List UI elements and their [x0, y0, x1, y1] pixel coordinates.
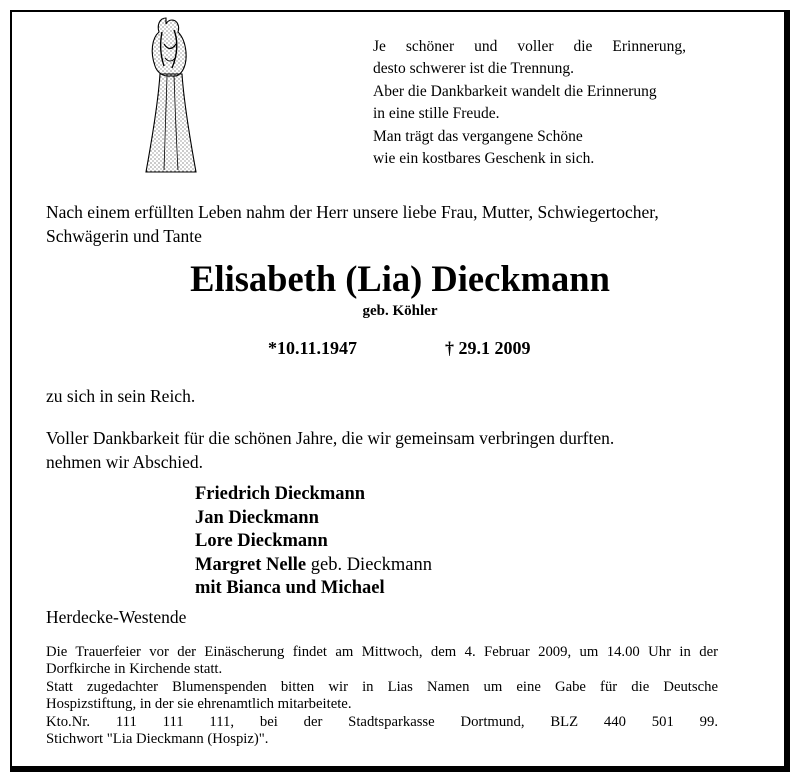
- intro-line: Schwägerin und Tante: [46, 226, 202, 246]
- poem-line: Man trägt das vergangene Schöne: [373, 127, 583, 145]
- family-member: mit Bianca und Michael: [195, 578, 385, 599]
- reich-text: zu sich in sein Reich.: [46, 386, 196, 406]
- notice-line: Hospizstiftung, in der sie ehrenamtlich mitarbeitete.: [46, 696, 352, 713]
- poem-line: wie ein kostbares Geschenk in sich.: [373, 150, 595, 168]
- poem-line: Aber die Dankbarkeit wandelt die Erinnerung: [373, 82, 657, 100]
- thanks-line: Voller Dankbarkeit für die schönen Jahre, die wir gemeinsam verbringen durften.: [46, 428, 615, 448]
- poem-line: desto schwerer ist die Trennung.: [373, 60, 575, 78]
- deceased-name: Elisabeth (Lia) Dieckmann: [190, 258, 610, 299]
- family-member: Lore Dieckmann: [195, 531, 328, 552]
- poem: [373, 36, 686, 170]
- family-member: Friedrich Dieckmann: [195, 484, 366, 504]
- poem-line: Je schöner und voller die Erinnerung,: [373, 38, 686, 55]
- thanks-line: nehmen wir Abschied.: [46, 452, 203, 472]
- notice-line: Statt zugedachter Blumenspenden bitten wir in Lias Namen um eine Gabe für die Deutsche: [46, 678, 718, 695]
- death-date: † 29.1 2009: [445, 338, 531, 358]
- poem-line: in eine stille Freude.: [373, 105, 500, 123]
- embracing-couple-statue-icon: [138, 14, 202, 174]
- notice-line: Stichwort "Lia Dieckmann (Hospiz)".: [46, 731, 269, 748]
- family-member: Margret Nelle geb. Dieckmann: [195, 554, 432, 575]
- place-text: Herdecke-Westende: [46, 607, 187, 627]
- intro-text: [46, 200, 659, 248]
- notice-line: Die Trauerfeier vor der Einäscherung findet am Mittwoch, dem 4. Februar 2009, um 14.00 Uhr in der: [46, 644, 718, 660]
- notice-line: Kto.Nr. 111 111 111, bei der Stadtsparkasse Dortmund, BLZ 440 501 99.: [46, 713, 718, 730]
- intro-line: Nach einem erfüllten Leben nahm der Herr unsere liebe Frau, Mutter, Schwiegertocher,: [46, 202, 659, 222]
- thanks-text: [46, 426, 614, 474]
- family-list: [195, 483, 432, 601]
- notice-line: Dorfkirche in Kirchende statt.: [46, 661, 223, 678]
- maiden-name: geb. Köhler: [362, 303, 438, 319]
- birth-date: *10.11.1947: [268, 338, 358, 358]
- funeral-notice: [46, 644, 718, 748]
- family-member: Jan Dieckmann: [195, 507, 319, 528]
